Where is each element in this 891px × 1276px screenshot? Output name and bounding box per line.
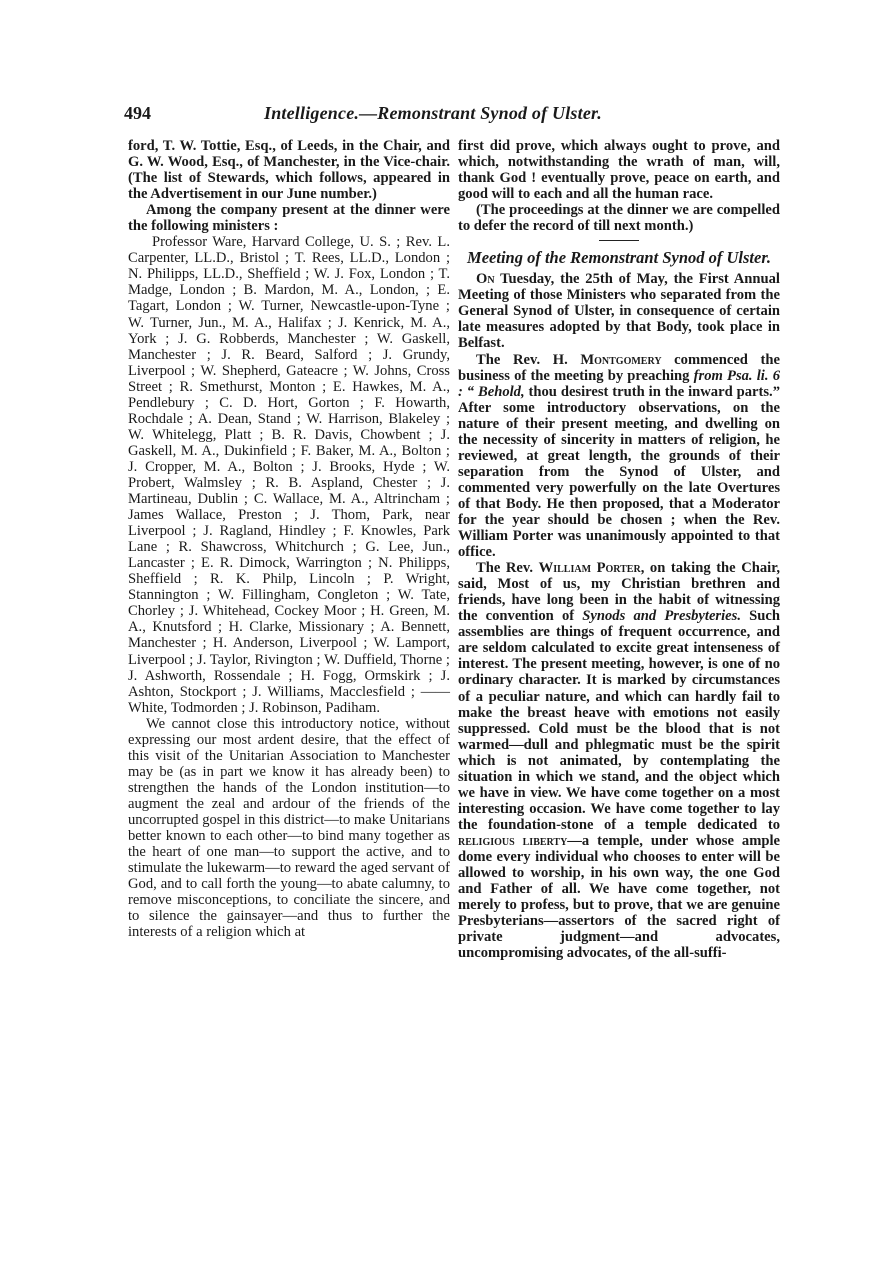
speech-text-a: The Rev. [476, 560, 539, 577]
ministers-list: Professor Ware, Harvard College, U. S. ; Rev. L. Carpenter, LL.D., Bristol ; T. Rees, LL.D., London ; N. Philipps, LL.D., Sheffield ; W. J. Fox, London ; T. Madge, London ; B. Mardon, M. A., London, ; E. Tagart, London ; W. Turner, Newcastle-upon-Tyne ; W. Turner, Jun., M. A., Halifax ; J. Kenrick, M. A., York ; J. G. Robberds, Manchester ; W. Gaskell, Manchester ; J. R. Beard, Salford ; J. Grundy, Liverpool ; W. Shepherd, Gateacre ; W. Johns, Cross Street ; R. Smethurst, Monton ; E. Hawkes, M. A., Pendlebury ; C. D. Hort, Gorton ; F. Howarth, Rochdale ; A. Dean, Stand ; W. Harrison, Blakeley ; W. Whitelegg, Platt ; B. R. Davis, Chowbent ; J. Gaskell, M. A., Dukinfield ; F. Baker, M. A., Bolton ; J. Cropper, M. A., Bolton ; J. Brooks, Hyde ; W. Probert, Walmsley ; R. B. Aspland, Chester ; J. Martineau, Dublin ; C. Wallace, M. A., Altrincham ; James Wallace, Preston ; J. Thom, Park, near Liverpool ; J. Ragland, Hindley ; F. Knowles, Park Lane ; R. Shawcross, Whitchurch ; G. Lee, Jun., Lancaster ; E. R. Dimock, Warrington ; N. Philipps, Sheffield ; R. K. Philp, Lincoln ; P. Wright, Stannington ; W. Fillingham, Congleton ; W. Tate, Chorley ; J. Whitehead, Cockey Moor ; H. Green, M. A., Knutsford ; H. Clarke, Missionary ; A. Bennett, Manchester ; H. Anderson, Liverpool ; W. Lamport, Liverpool ; J. Taylor, Rivington ; W. Duffield, Thorne ; J. Ashworth, Rossendale ; H. Fogg, Ormskirk ; J. Ashton, Stockport ; J. Williams, Macclesfield ; —— White, Todmorden ; J. Robinson, Padiham. [128, 234, 450, 716]
speaker-name-montgomery: Montgomery [580, 351, 662, 368]
sermon-text-c: thou desirest truth in the inward parts.” After some introductory observations, on the nature of their present meeting, and dwelling on the necessity of sincerity in matters of religion, he reviewed, at great length, the grounds of their separation from the Synod of Ulster, and commented very powerfully on the late Overtures of that Body. He then proposed, that a Moderator for the year should be chosen ; when the Rev. William Porter was unanimously appointed to that office. [458, 383, 780, 561]
right-column [458, 138, 780, 961]
paragraph-montgomery-sermon [458, 352, 780, 561]
running-head: Intelligence.—Remonstrant Synod of Ulster. [264, 103, 602, 123]
section-divider [599, 240, 639, 241]
lead-word: On [476, 271, 495, 288]
section-title: Meeting of the Remonstrant Synod of Ulster. [467, 248, 771, 268]
sermon-text-b: commenced the business of the meeting by preaching [458, 351, 780, 384]
paragraph-meeting-intro [458, 271, 780, 351]
speech-small-caps-phrase: religious liberty [458, 832, 568, 849]
left-column [128, 138, 450, 940]
speaker-name-porter: William Porter [538, 560, 641, 577]
sermon-text-a: The Rev. H. [476, 351, 581, 368]
paragraph-dinner-chair: ford, T. W. Tottie, Esq., of Leeds, in the Chair, and G. W. Wood, Esq., of Manchester, in the Vice-chair. (The list of Stewards, which follows, appeared in the Advertisement in our June number.) [128, 138, 450, 203]
speech-text-c: Such assemblies are things of frequent occurrence, and are seldom calculated to excite great intenseness of interest. The present meeting, however, is one of no ordinary character. It is marked by circumstances of a peculiar nature, and which can hardly fail to make the breast heave with emotions not easily suppressed. Cold must be the blood that is not warmed—dull and phlegmatic must be the spirit which is not animated, by contemplating the situation in which we stand, and the object which we have in view. We have come together on a most interesting occasion. We have come together to lay the foundation-stone of a temple dedicated to [458, 608, 780, 833]
meeting-intro-text: Tuesday, the 25th of May, the First Annual Meeting of those Ministers who separated from the General Synod of Ulster, in consequence of certain late measures adopted by that Body, took place in Belfast. [458, 271, 780, 352]
page-header [124, 103, 794, 127]
paragraph-proceedings-note: (The proceedings at the dinner we are compelled to defer the record of till next month.) [458, 202, 780, 235]
speech-italic-phrase: Synods and Presbyteries. [582, 608, 741, 625]
paragraph-company-intro: Among the company present at the dinner were the following ministers : [128, 202, 450, 235]
speech-text-b: , on taking the Chair, said, Most of us, my Christian brethren and friends, have long been in the habit of witnessing the convention of [458, 560, 781, 625]
paragraph-continuation: first did prove, which always ought to prove, and which, notwithstanding the wrath of man, will, thank God ! eventually prove, peace on earth, and good will to each and all the human race. [458, 138, 780, 203]
paragraph-closing-notice: We cannot close this introductory notice, without expressing our most ardent desire, that the effect of this visit of the Unitarian Association to Manchester may be (as in part we know it has already been) to strengthen the hands of the London institution—to augment the zeal and ardour of the friends of the uncorrupted gospel in this district—to make Unitarians better known to each other—to bind many together as the heart of one man—to support the active, and to stimulate the lukewarm—to reward the aged servant of God, and to call forth the young—to abate calumny, to remove misconceptions, to conciliate the sincere, and to silence the gainsayer—and thus to further the interests of a religion which at [128, 715, 450, 941]
paragraph-porter-speech [458, 560, 780, 961]
scripture-citation: from Psa. li. 6 : “ Behold, [458, 367, 780, 400]
speech-text-d: —a temple, under whose ample dome every individual who chooses to enter will be allowed to worship, in his own way, the one God and Father of all. We have come together, not merely to profess, but to prove, that we are genuine Presbyterians—assertors of the sacred right of private judgment—and advocates, uncompromising advocates, of the all-suffi- [458, 832, 780, 962]
page-number: 494 [124, 103, 151, 123]
